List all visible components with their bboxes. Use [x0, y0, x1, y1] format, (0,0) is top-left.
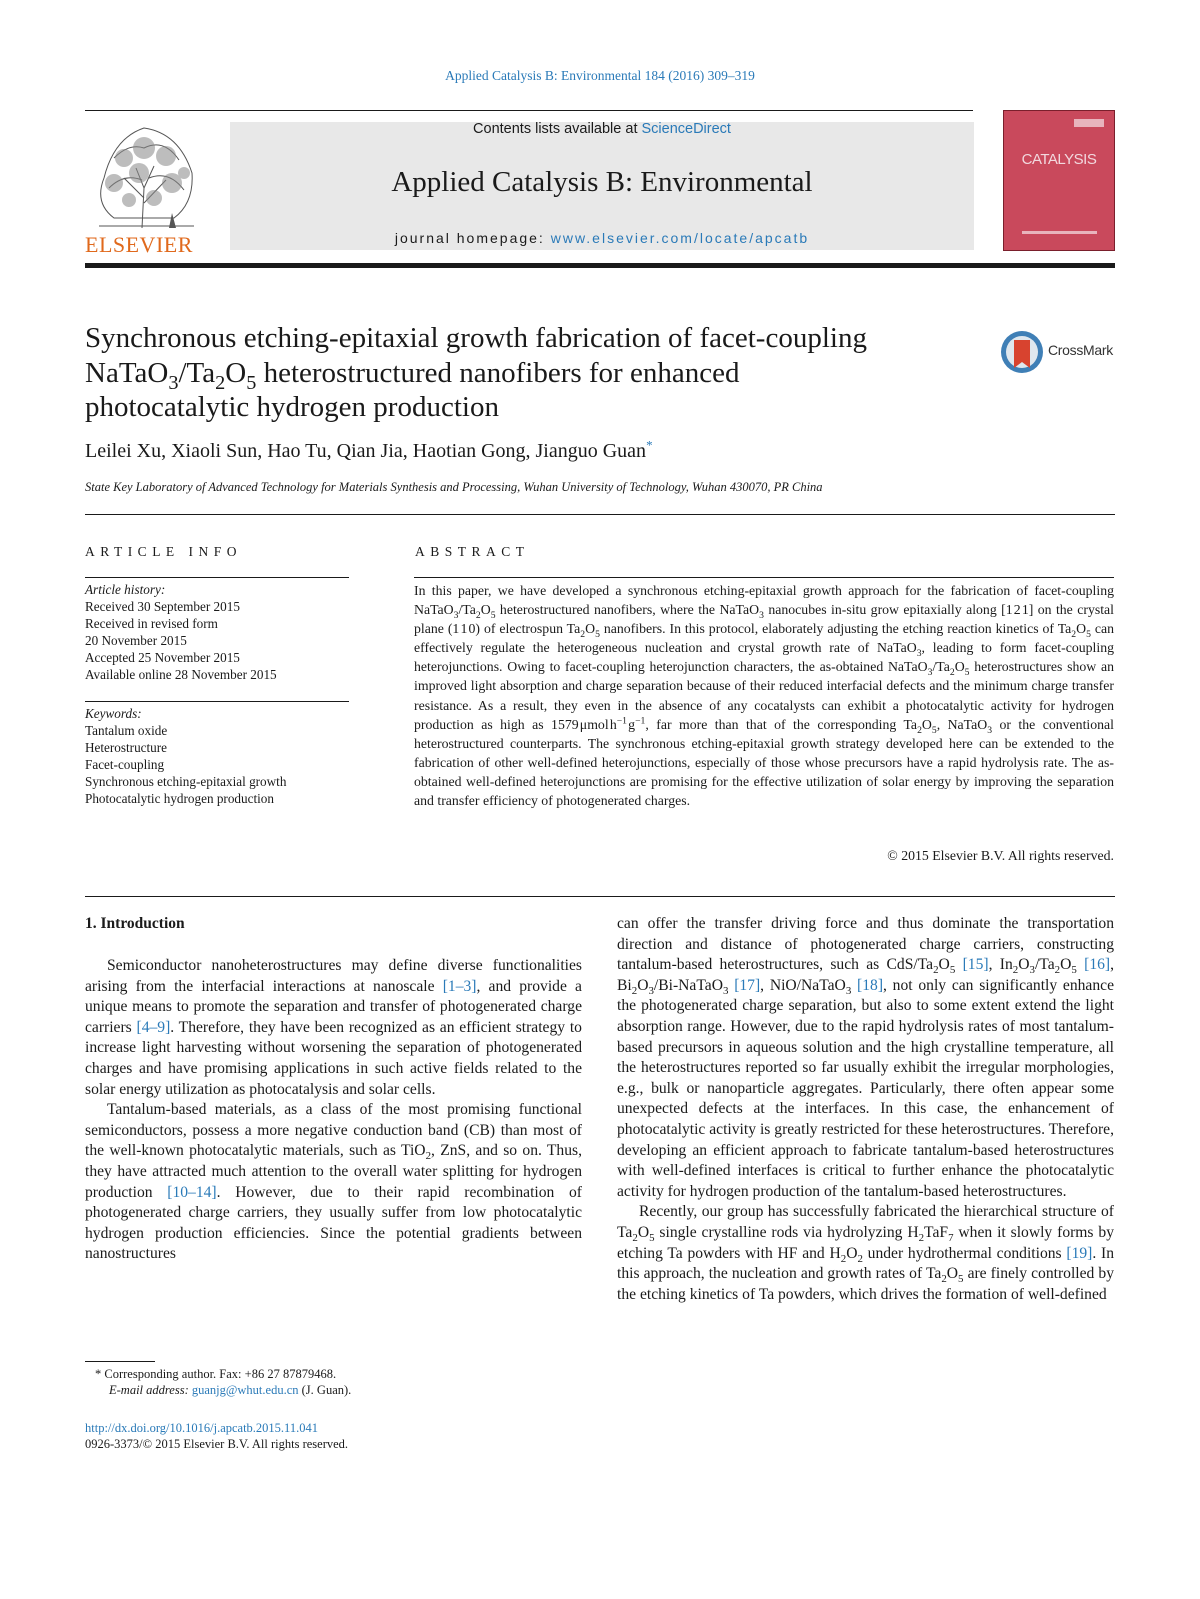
article-info-rule — [85, 577, 349, 578]
article-history — [85, 581, 350, 683]
contents-line — [230, 121, 974, 137]
author-list — [85, 437, 653, 463]
abstract-body: In this paper, we have developed a synchronous etching-epitaxial growth approach for the fabrication of facet-coupling $NaTaO_3/Ta_2O_5$ heterostructured nanofibers, where the NaTaO$_3$ nanocubes in-situ grow epitaxially along [1 2 1] on the crystal plane (1 1 0) of electrospun $Ta_2O_5$ nanofibers. In this protocol, elaborately adjusting the etching reaction kinetics of $Ta_2O_5$ can effectively regulate the heterogeneous nucleation and crystal growth rate of NaTaO$_3$, leading to form facet-coupling heterojunctions. Owing to facet-coupling heterojunction characters, the as-obtained $NaTaO_3/Ta_2O_5$ heterostructures show an improved light absorption and charge separation because of their reduced interfacial defects and the minimum charge transfer resistance. As a result, they even in the absence of any cocatalysts can exhibit a photocatalytic activity for hydrogen production as high as 1579 μmol $h^{-1}$ $g^{-1}$, far more than that of the corresponding $Ta_2O_5$, NaTaO$_3$ or the conventional heterostructured counterparts. The synchronous etching-epitaxial growth strategy developed here can be extended to the fabrication of other well-defined heterojunctions, especially of those whose precursors have a rapid hydrolysis rate. The as-obtained well-defined heterojunctions are promising for the effective utilization of solar energy by improving the separation and transfer efficiency of photogenerated charges. — [414, 583, 1114, 809]
title-line-1: Synchronous etching-epitaxial growth fabrication of facet-coupling — [85, 322, 867, 354]
citation-link[interactable]: [4–9] — [136, 1018, 171, 1036]
citation-link[interactable]: [16] — [1084, 956, 1111, 974]
history-rule — [85, 701, 349, 702]
affiliation: State Key Laboratory of Advanced Technology for Materials Synthesis and Processing, Wuhan University of Technology, Wuhan 430070, PR China — [85, 480, 823, 494]
journal-title: Applied Catalysis B: Environmental — [391, 166, 813, 198]
footnote-star: * — [95, 1367, 102, 1381]
citation-link[interactable]: [10–14] — [167, 1183, 217, 1201]
sciencedirect-link[interactable]: ScienceDirect — [641, 121, 731, 137]
issn-line: 0926-3373/© 2015 Elsevier B.V. All rights reserved. — [85, 1437, 349, 1451]
keyword-item: Heterostructure — [85, 740, 168, 755]
history-item: 20 November 2015 — [85, 633, 187, 648]
keywords-label: Keywords: — [85, 706, 142, 721]
footnote-rule — [85, 1361, 155, 1362]
citation-link[interactable]: [17] — [734, 976, 761, 994]
homepage-link[interactable]: www.elsevier.com/locate/apcatb — [550, 230, 810, 246]
elsevier-wordmark: ELSEVIER — [85, 232, 193, 257]
footnote — [85, 1366, 485, 1398]
citation-link[interactable]: [18] — [857, 976, 884, 994]
doi-link[interactable]: http://dx.doi.org/10.1016/j.apcatb.2015.11.041 — [85, 1421, 318, 1435]
article-title — [85, 321, 965, 425]
body-paragraph: can offer the transfer driving force and thus dominate the transportation direction and distance of photogenerated charge carriers, constructing tantalum-based heterostructures, such as CdS/$Ta_2O_5$ [15], $In_2O_3/Ta_2O_5$ [16], $Bi_2O_3/Bi-NaTaO_3$ [17], NiO/NaTaO$_3$ [18], not only can significantly enhance the photogenerated charge separation, but also to some extent extend the light absorption range. However, due to the rapid hydrolysis rates of most tantalum-based precursors in aqueous solution and the high crystalline temperature, all the heterostructures reported so far usually exhibit the irregular morphologies, e.g., bulk or nanoparticle aggregates. Particularly, there often appear some unexpected defects at the interfaces. In this case, the enhancement of photocatalytic activity is greatly restricted for these heterostructures. Therefore, developing an efficient approach to fabricate tantalum-based heterostructures with well-defined interfaces is critical to further enhance the photocatalytic activity for hydrogen production of the tantalum-based heterostructures. — [617, 915, 1115, 1200]
abstract-rule — [414, 577, 1114, 578]
keyword-item: Facet-coupling — [85, 757, 165, 772]
citation-link[interactable]: [1–3] — [442, 977, 477, 995]
cover-title: CATALYSIS — [1021, 151, 1097, 168]
keywords — [85, 705, 350, 807]
article-info-heading: ARTICLE INFO — [85, 544, 243, 559]
history-item: Received in revised form — [85, 616, 218, 631]
doi-block — [85, 1420, 485, 1452]
history-item: Available online 28 November 2015 — [85, 667, 277, 682]
abstract-heading: ABSTRACT — [415, 544, 530, 559]
corresponding-author-mark[interactable]: * — [646, 437, 653, 453]
journal-cover-thumbnail[interactable] — [1003, 110, 1115, 251]
keyword-item: Synchronous etching-epitaxial growth — [85, 774, 287, 789]
top-rule — [85, 110, 973, 111]
homepage-line — [230, 230, 974, 246]
header-thick-rule — [85, 263, 1115, 268]
journal-reference[interactable]: Applied Catalysis B: Environmental 184 (2016) 309–319 — [445, 68, 755, 83]
cover-footer-mark — [1022, 231, 1097, 234]
history-label: Article history: — [85, 582, 166, 597]
crossmark-label: CrossMark — [1048, 342, 1113, 358]
body-column-right — [617, 914, 1114, 1305]
body-paragraph: Semiconductor nanoheterostructures may define diverse functionalities arising from the interfacial interactions at nanoscale [1–3], and provide a unique means to promote the separation and transfer of photogenerated charge carriers [4–9]. Therefore, they have been recognized as an efficient strategy to increase light harvesting without worsening the separation of photogenerated charges and have promising applications in such active fields related to the solar energy utilization as photocatalysis and solar cells. — [85, 957, 582, 1098]
history-item: Received 30 September 2015 — [85, 599, 240, 614]
homepage-prefix: journal homepage: — [394, 230, 551, 246]
authors-text: Leilei Xu, Xiaoli Sun, Hao Tu, Qian Jia, Haotian Gong, Jianguo Guan — [85, 440, 647, 462]
title-line-2: $NaTaO_3/Ta_2O_5$ heterostructured nanofibers for enhanced — [85, 356, 740, 394]
contents-prefix: Contents lists available at — [473, 121, 642, 137]
email-suffix: (J. Guan). — [298, 1383, 352, 1397]
crossmark-icon — [1000, 330, 1044, 374]
history-item: Accepted 25 November 2015 — [85, 650, 240, 665]
email-label: E-mail address: — [109, 1383, 192, 1397]
keyword-item: Photocatalytic hydrogen production — [85, 791, 274, 806]
email-link[interactable]: guanjg@whut.edu.cn — [191, 1383, 299, 1397]
footnote-email — [85, 1382, 485, 1398]
abstract-copyright: © 2015 Elsevier B.V. All rights reserved. — [887, 848, 1114, 863]
crossmark-badge[interactable] — [1000, 328, 1116, 376]
footnote-corresponding — [85, 1366, 485, 1382]
body-column-left — [85, 956, 582, 1265]
body-paragraph: Tantalum-based materials, as a class of the most promising functional semiconductors, possess a more negative conduction band (CB) than most of the well-known photocatalytic materials, such as TiO$_2$, ZnS, and so on. Thus, they have attracted much attention to the overall water splitting for hydrogen production [10–14]. However, due to their rapid recombination of photogenerated charge carriers, they usually suffer from low photocatalytic hydrogen production efficiencies. Since the potential gradients between nanostructures — [85, 1101, 582, 1263]
citation-link[interactable]: [19] — [1066, 1244, 1093, 1262]
footnote-corresponding-text: Corresponding author. Fax: +86 27 87879468. — [101, 1367, 337, 1381]
body-paragraph: Recently, our group has successfully fabricated the hierarchical structure of $Ta_2O_5$ single crystalline rods via hydrolyzing $H_2TaF_7$ when it slowly forms by etching Ta powders with HF and $H_2O_2$ under hydrothermal conditions [19]. In this approach, the nucleation and growth rates of $Ta_2O_5$ are finely controlled by the etching kinetics of Ta powders, which drives the formation of well-defined — [617, 1203, 1114, 1303]
abstract-bottom-rule — [85, 896, 1115, 897]
affiliation-rule — [85, 514, 1115, 515]
keyword-item: Tantalum oxide — [85, 723, 168, 738]
title-line-3: photocatalytic hydrogen production — [85, 391, 499, 423]
cover-logo-mark — [1074, 119, 1104, 127]
citation-link[interactable]: [15] — [962, 956, 989, 974]
introduction-heading: 1. Introduction — [85, 915, 185, 932]
